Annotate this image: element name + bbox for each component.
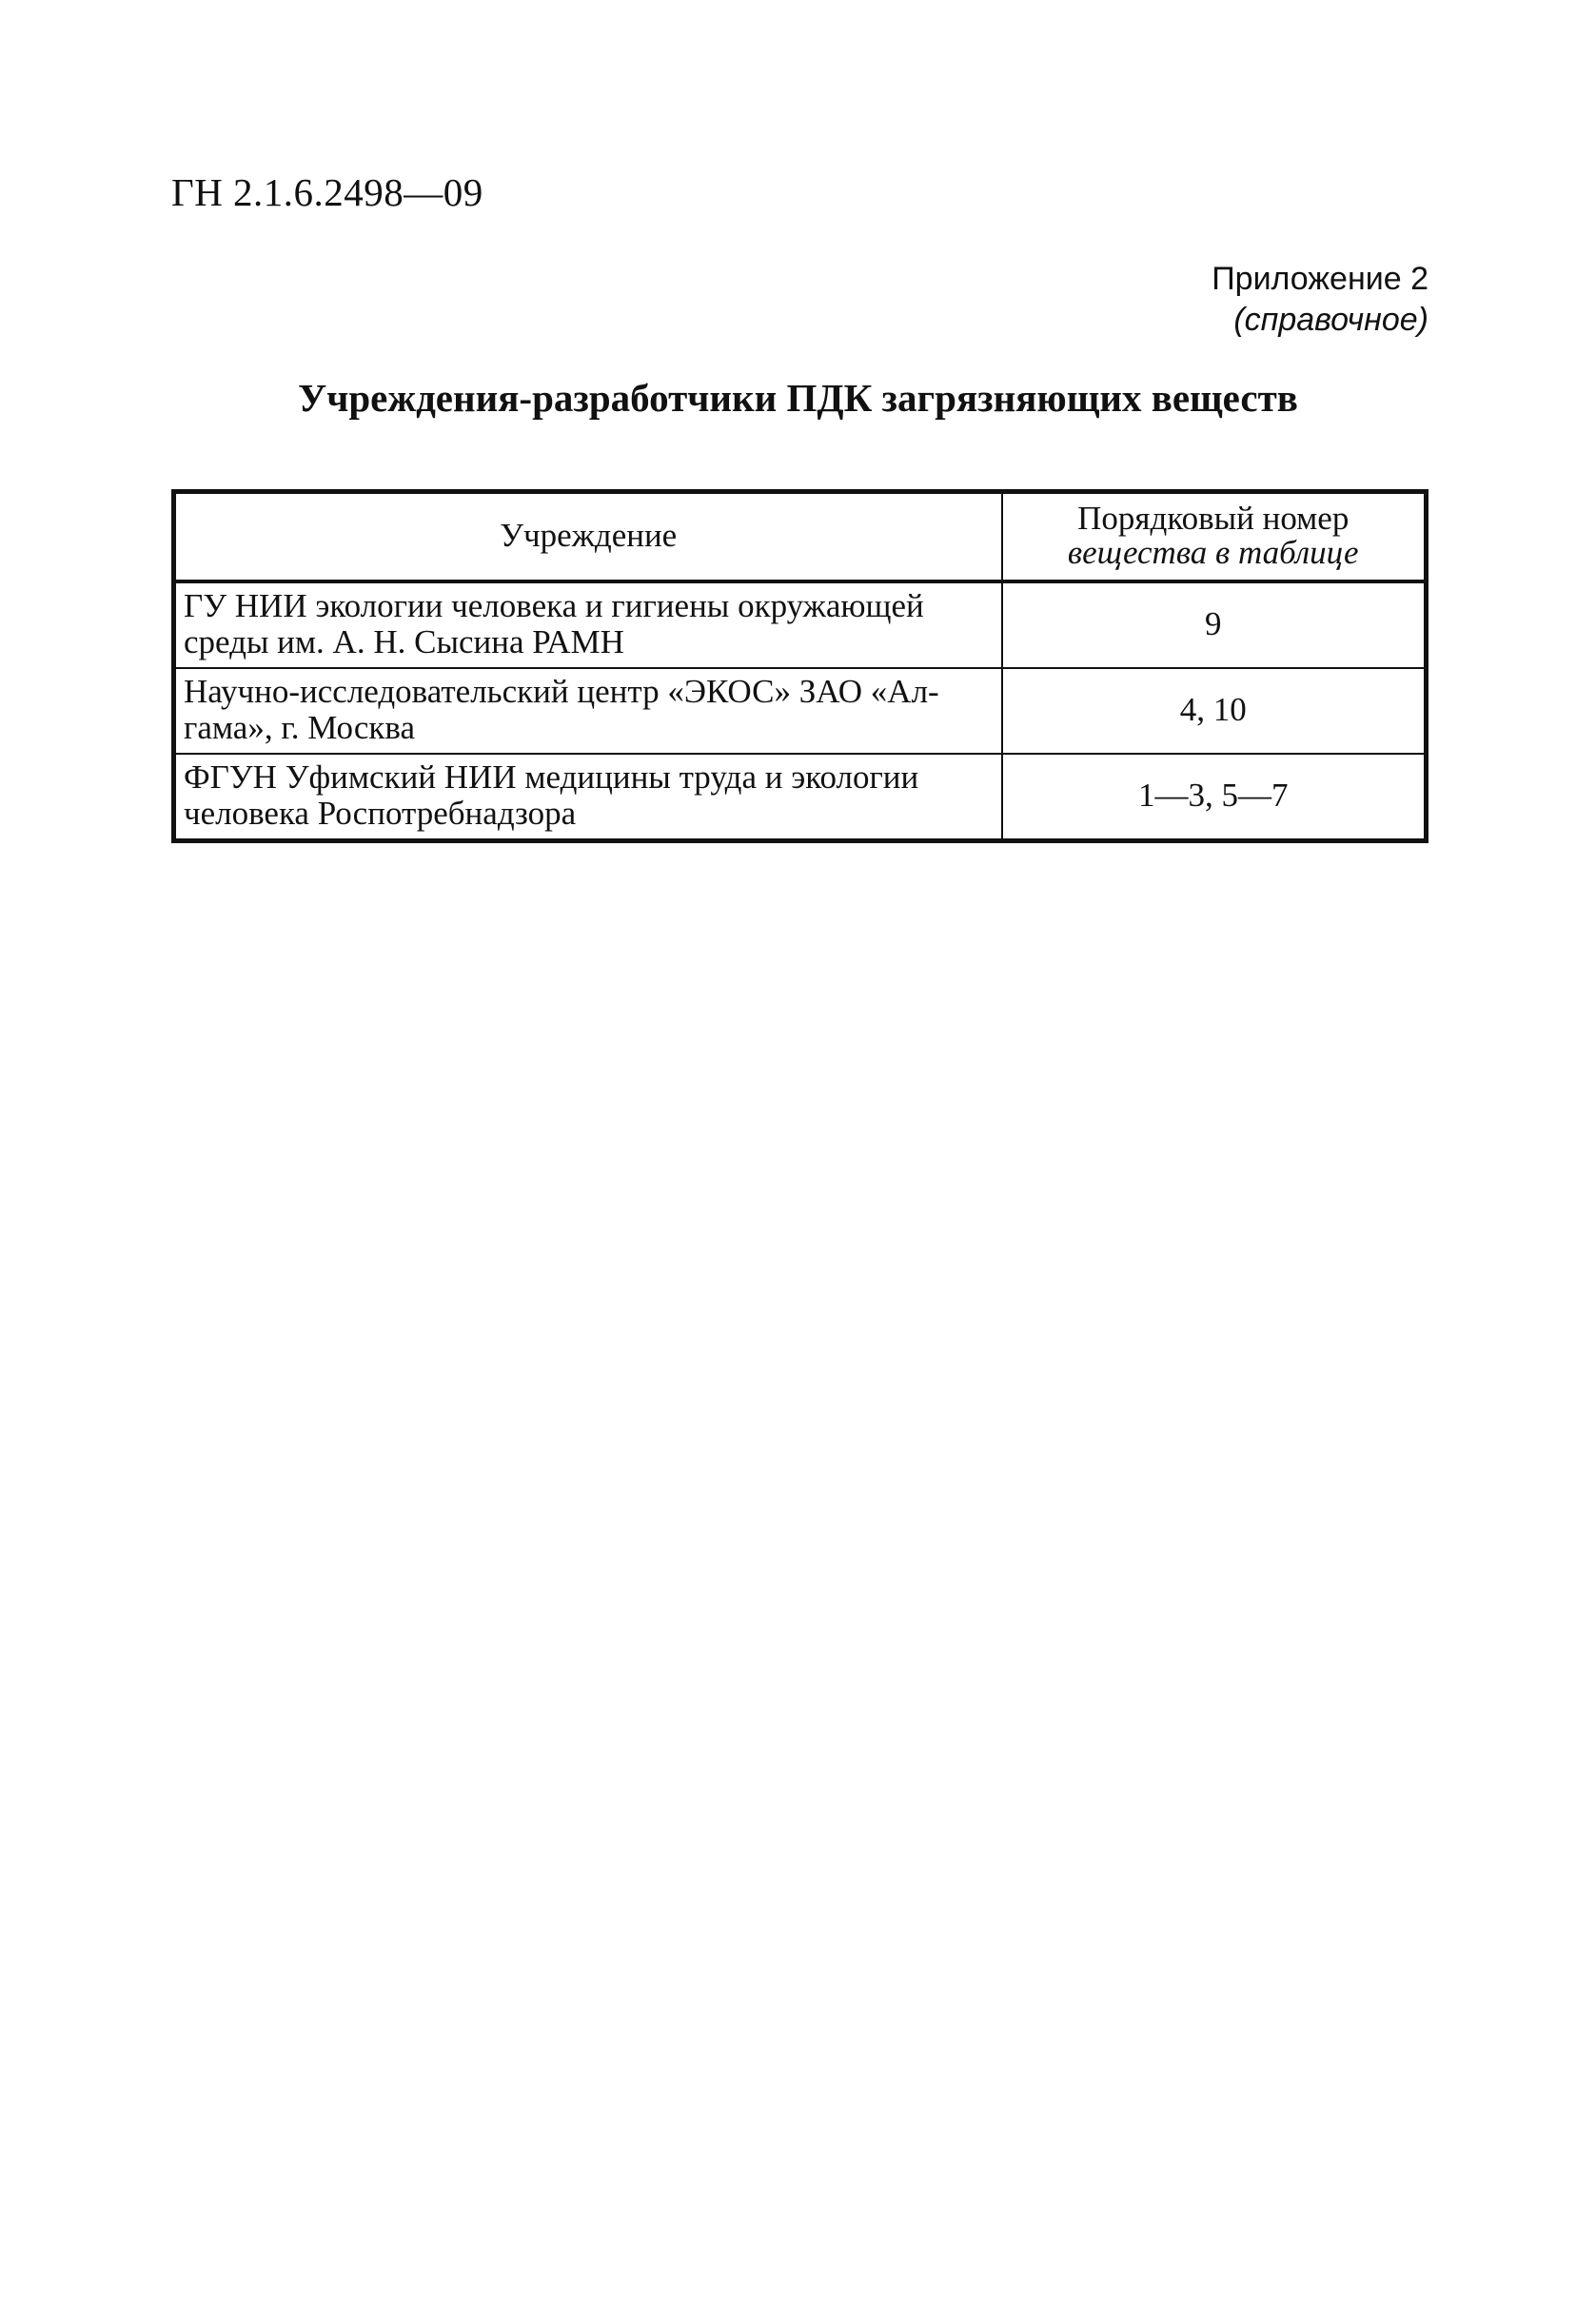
institution-line2: человека Роспотребнадзора (184, 795, 577, 832)
developers-table (171, 489, 1429, 843)
institution-line1: Научно-исследовательский центр «ЭКОС» ЗАО «Ал- (184, 673, 939, 710)
institution-line2: гама», г. Москва (184, 709, 416, 746)
table-row (174, 581, 1427, 668)
table-row (174, 668, 1427, 754)
institution-line2: среды им. А. Н. Сысина РАМН (184, 623, 624, 660)
number-cell: 4, 10 (1002, 668, 1427, 754)
number-cell: 1—3, 5—7 (1002, 754, 1427, 841)
institution-cell (174, 754, 1002, 841)
appendix-type: (справочное) (1233, 302, 1429, 338)
column-header-number-line1: Порядковый номер (1077, 500, 1350, 537)
institution-cell (174, 581, 1002, 668)
institution-line1: ГУ НИИ экологии человека и гигиены окружающей (184, 587, 924, 624)
table-header-row (174, 492, 1427, 582)
document-code: ГН 2.1.6.2498—09 (171, 170, 483, 214)
appendix-label-block (1212, 259, 1429, 341)
number-cell: 9 (1002, 581, 1427, 668)
column-header-number-line2: вещества в таблице (1067, 534, 1359, 571)
appendix-label: Приложение 2 (1212, 261, 1429, 297)
institution-line1: ФГУН Уфимский НИИ медицины труда и экологии (184, 758, 919, 796)
institution-cell (174, 668, 1002, 754)
column-header-institution: Учреждение (174, 492, 1002, 582)
table-row (174, 754, 1427, 841)
column-header-number (1002, 492, 1427, 582)
page-title: Учреждения-разработчики ПДК загрязняющих веществ (298, 376, 1298, 420)
